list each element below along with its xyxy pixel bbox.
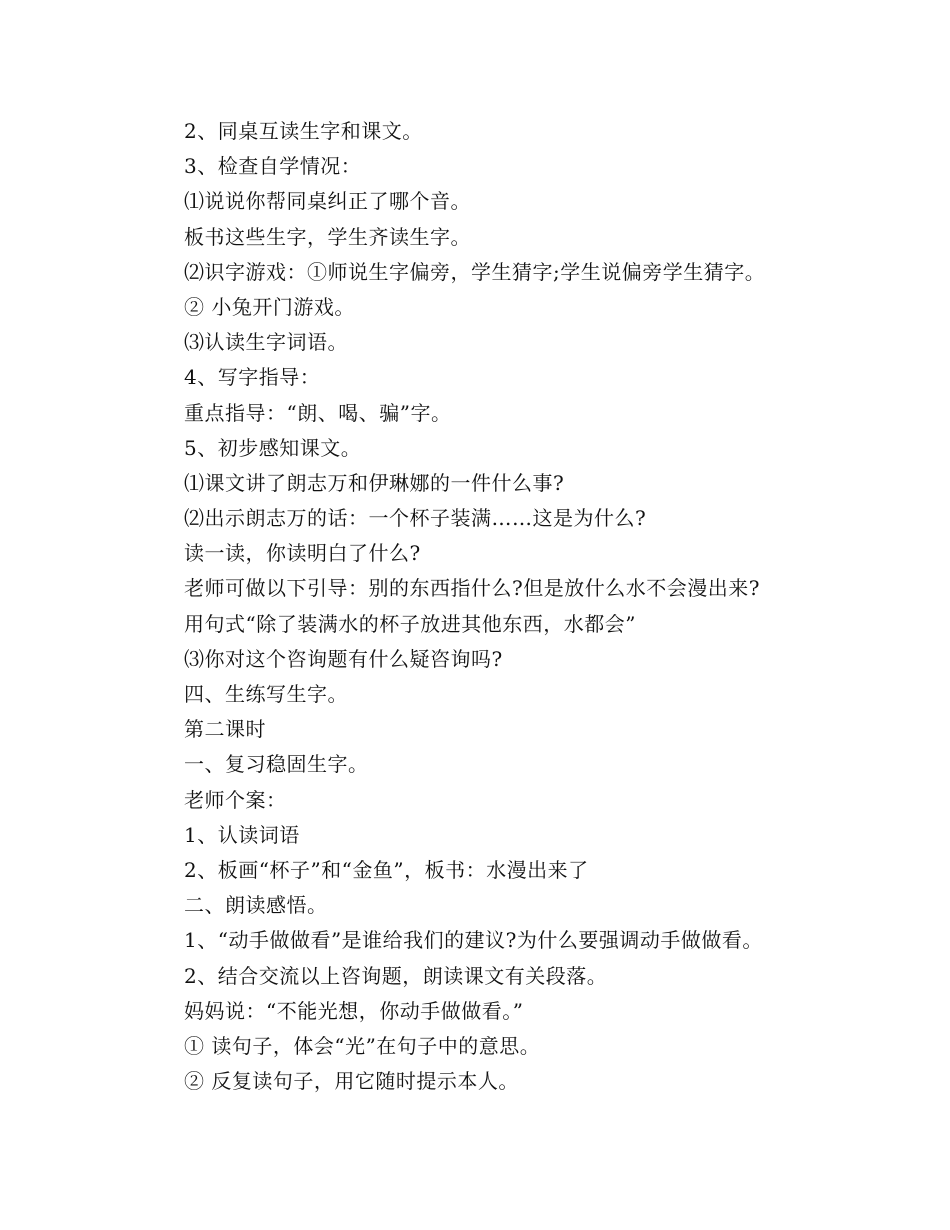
text-line-1: 2、同桌互读生字和课文。 bbox=[184, 119, 423, 143]
text-line-19: 一、复习稳固生字。 bbox=[184, 752, 369, 777]
text-line-26: 妈妈说：“不能光想，你动手做做看。” bbox=[184, 998, 524, 1023]
text-line-24: 1、“动手做做看”是谁给我们的建议?为什么要强调动手做做看。 bbox=[184, 928, 763, 953]
text-line-6: ② 小兔开门游戏。 bbox=[184, 294, 355, 319]
text-line-21: 1、认读词语 bbox=[184, 822, 300, 847]
text-line-15: 用句式“除了装满水的杯子放进其他东西，水都会” bbox=[184, 611, 636, 636]
text-line-16: ⑶你对这个咨询题有什么疑咨询吗? bbox=[184, 646, 503, 671]
text-line-25: 2、结合交流以上咨询题，朗读课文有关段落。 bbox=[184, 963, 608, 988]
text-line-22: 2、板画“杯子”和“金鱼”，板书：水漫出来了 bbox=[184, 857, 589, 882]
text-line-5: ⑵识字游戏：①师说生字偏旁，学生猜字;学生说偏旁学生猜字。 bbox=[184, 259, 766, 284]
text-line-10: 5、初步感知课文。 bbox=[184, 435, 362, 460]
text-line-7: ⑶认读生字词语。 bbox=[184, 330, 348, 355]
text-line-9: 重点指导：“朗、喝、骗”字。 bbox=[184, 400, 452, 425]
text-line-4: 板书这些生字，学生齐读生字。 bbox=[184, 224, 471, 249]
text-line-27: ① 读句子，体会“光”在句子中的意思。 bbox=[184, 1033, 541, 1058]
text-line-2: 3、检查自学情况： bbox=[184, 154, 362, 179]
text-line-17: 四、生练写生字。 bbox=[184, 682, 348, 706]
text-line-11: ⑴课文讲了朗志万和伊琳娜的一件什么事? bbox=[184, 470, 565, 495]
text-line-8: 4、写字指导： bbox=[184, 365, 321, 390]
text-line-20: 老师个案： bbox=[184, 787, 287, 812]
text-line-14: 老师可做以下引导：别的东西指什么?但是放什么水不会漫出来? bbox=[184, 576, 760, 601]
text-line-18: 第二课时 bbox=[184, 717, 266, 742]
text-line-23: 二、朗读感悟。 bbox=[184, 893, 328, 918]
text-line-3: ⑴说说你帮同桌纠正了哪个音。 bbox=[184, 189, 471, 214]
text-line-28: ② 反复读句子，用它随时提示本人。 bbox=[184, 1069, 519, 1094]
text-line-13: 读一读，你读明白了什么? bbox=[184, 541, 421, 566]
document-body bbox=[184, 114, 884, 1099]
text-line-12: ⑵出示朗志万的话：一个杯子装满……这是为什么? bbox=[184, 506, 647, 531]
